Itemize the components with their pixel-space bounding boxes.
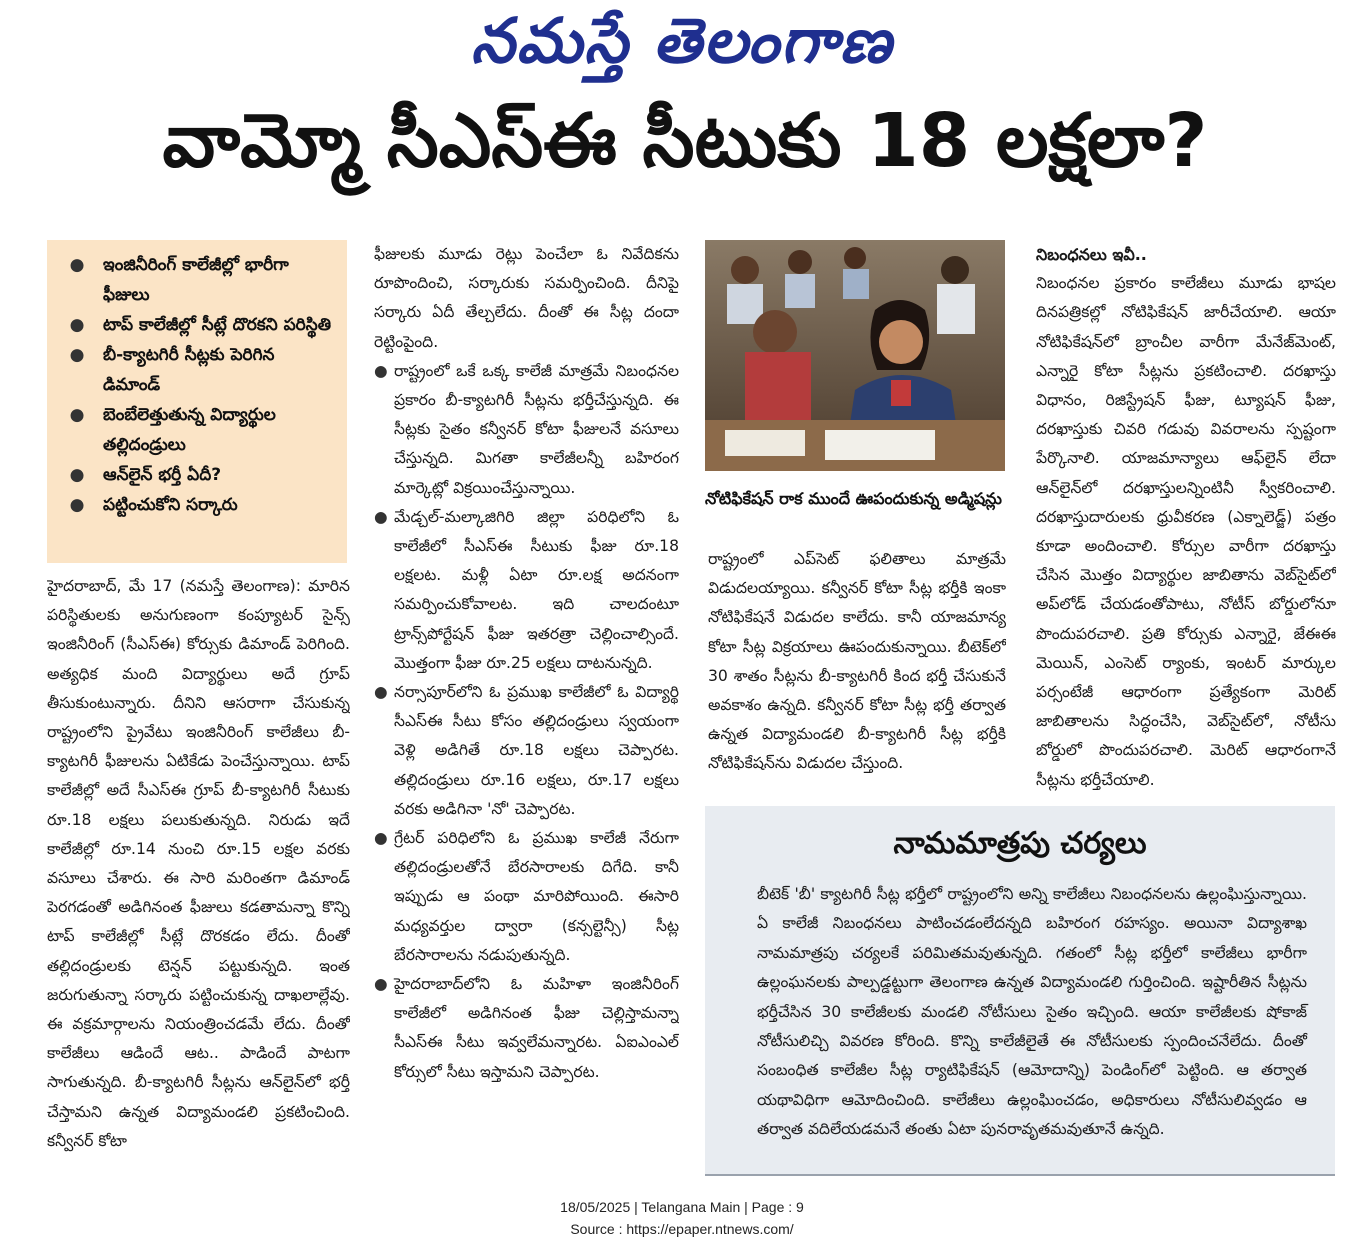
- bullet-paragraph: ● హైదరాబాద్‌లోని ఓ మహిళా ఇంజినీరింగ్ కాలేజీలో అడిగినంత ఫీజు చెల్లిస్తామన్నా సీఎస్ఈ సీటు ఇవ్వలేమన్నారట. ఏఐఎంఎల్ కోర్సులో సీటు ఇస్తామని చెప్పారట.: [374, 970, 679, 1087]
- page-footer: [0, 1196, 1364, 1240]
- bullet-icon: ●: [69, 345, 85, 365]
- highlights-list: [67, 250, 337, 520]
- bullet-icon: ●: [69, 255, 85, 275]
- sidebar-box: [705, 806, 1335, 1176]
- section-subheading: నిబంధనలు ఇవీ..: [1036, 245, 1147, 264]
- article-column-4: [1036, 240, 1336, 795]
- article-column-1: [47, 572, 350, 1177]
- body-text: నిబంధనల ప్రకారం కాలేజీలు మూడు భాషల దినపత్రికల్లో నోటిఫికేషన్ జారీచేయాలి. ఆయా నోటిఫికేషన్‌లో బ్రాంచీల వారీగా మేనేజ్‌మెంట్, ఎన్నారై కోటా సీట్లను ప్రకటించాలి. దరఖాస్తు విధానం, రిజిస్ట్రేషన్ ఫీజు, ట్యూషన్ ఫీజు, దరఖాస్తుకు చివరి గడువు వివరాలను స్పష్టంగా పేర్కొనాలి. యాజమాన్యాలు ఆఫ్‌లైన్ లేదా ఆన్‌లైన్‌లో దరఖాస్తులన్నింటినీ స్వీకరించాలి. దరఖాస్తుదారులకు ధ్రువీకరణ (ఎక్నాలెడ్జ్) పత్రం కూడా అందించాలి. కోర్సుల వారీగా దరఖాస్తు చేసిన మొత్తం విద్యార్థుల జాబితాను వెబ్‌సైట్‌లో అప్‌లోడ్ చేయడంతోపాటు, నోటీస్ బోర్డులోనూ పొందుపరచాలి. ప్రతి కోర్సుకు ఎన్నారై, జేఈఈ మెయిన్, ఎంసెట్ ర్యాంకు, ఇంటర్ మార్కుల పర్సంటేజీ ఆధారంగా ప్రత్యేకంగా మెరిట్ జాబితాలను సిద్ధంచేసి, వెబ్‌సైట్‌లో, నోటీసు బోర్డులో పొందుపరచాలి. మెరిట్ ఆధారంగానే సీట్లను భర్తీచేయాలి.: [1036, 274, 1336, 789]
- bullet-paragraph: ● నర్సాపూర్‌లోని ఓ ప్రముఖ కాలేజీలో ఓ విద్యార్థి సీఎస్ఈ సీటు కోసం తల్లిదండ్రులు స్వయంగా వెళ్లి అడిగితే రూ.18 లక్షలు చెప్పారట. తల్లిదండ్రులు రూ.16 లక్షలు, రూ.17 లక్షలు వరకు అడిగినా 'నో' చెప్పారట.: [374, 678, 679, 824]
- box-title: నామమాత్రపు చర్యలు: [893, 826, 1147, 861]
- highlights-box: [47, 240, 347, 563]
- box-body-text: బీటెక్ 'బీ' క్యాటగిరీ సీట్ల భర్తీలో రాష్ట్రంలోని అన్ని కాలేజీలు నిబంధనలను ఉల్లంఘిస్తున్నాయి. ఏ కాలేజీ నిబంధనలు పాటించడంలేదన్నది బహిరంగ రహస్యం. అయినా విద్యాశాఖ నామమాత్రపు చర్యలకే పరిమితమవుతున్నది. గతంలో సీట్ల భర్తీలో కాలేజీలు భారీగా ఉల్లంఘనలకు పాల్పడ్డట్టుగా తెలంగాణ ఉన్నత విద్యామండలి గుర్తించింది. ఇష్టారీతిన సీట్లను భర్తీచేసిన 30 కాలేజీలకు మండలి నోటీసులు సైతం ఇచ్చింది. ఆయా కాలేజీలకు షోకాజ్ నోటీసులిచ్చి వివరణ కోరింది. కొన్ని కాలేజీలైతే ఈ నోటీసులకు స్పందించనేలేదు. దీంతో సంబంధిత కాలేజీల సీట్ల ర్యాటిఫికేషన్ (ఆమోదాన్ని) పెండింగ్‌లో పెట్టింది. ఆ తర్వాత యథావిధిగా ఆమోదించింది. కాలేజీలు ఉల్లంఘించడం, అధికారులు నోటీసులివ్వడం ఆ తర్వాత వదిలేయడమనే తంతు ఏటా పునరావృతమవుతూనే ఉన్నది.: [757, 885, 1307, 1139]
- article-column-2: [374, 240, 679, 1178]
- bullet-icon: ●: [374, 683, 388, 702]
- bullet-paragraph: ● మేడ్చల్-మల్కాజిగిరి జిల్లా పరిధిలోని ఓ కాలేజీలో సీఎస్ఈ సీటుకు ఫీజు రూ.18 లక్షలట. మళ్లీ ఏటా రూ.లక్ష అదనంగా సమర్పించుకోవాలట. ఇది చాలదంటూ ట్రాన్స్‌పోర్టేషన్ ఫీజు ఇతరత్రా చెల్లించాల్సిందే. మొత్తంగా ఫీజు రూ.25 లక్షలు దాటనున్నది.: [374, 503, 679, 678]
- highlight-item: ● బీ-క్యాటగిరీ సీట్లకు పెరిగిన డిమాండ్: [67, 340, 337, 400]
- highlight-item: ● పట్టించుకోని సర్కారు: [67, 490, 337, 520]
- bullet-icon: ●: [69, 465, 85, 485]
- article-column-3: [708, 545, 1006, 790]
- highlight-item: ● బెంబేలెత్తుతున్న విద్యార్థుల తల్లిదండ్రులు: [67, 400, 337, 460]
- bullet-icon: ●: [69, 405, 85, 425]
- students-exam-photo: [705, 240, 1005, 471]
- footer-date-page: 18/05/2025 | Telangana Main | Page : 9: [560, 1199, 804, 1215]
- bullet-icon: ●: [374, 361, 388, 380]
- photo-caption: నోటిఫికేషన్ రాక ముందే ఊపందుకున్న అడ్మిషన్లు: [705, 489, 1002, 508]
- body-text: హైదరాబాద్, మే 17 (నమస్తే తెలంగాణ): మారిన పరిస్థితులకు అనుగుణంగా కంప్యూటర్ సైన్స్ ఇంజినీరింగ్ (సీఎస్ఈ) కోర్సుకు డిమాండ్ పెరిగింది. అత్యధిక మంది విద్యార్థులు అదే గ్రూప్ తీసుకుంటున్నారు. దీనిని ఆసరాగా చేసుకున్న రాష్ట్రంలోని ప్రైవేటు ఇంజినీరింగ్ కాలేజీలు బీ-క్యాటగిరీ ఫీజులను ఏటికేడు పెంచేస్తున్నాయి. టాప్ కాలేజీల్లో అదే సీఎస్ఈ గ్రూప్ బీ-క్యాటగిరీ సీటుకు రూ.18 లక్షలు పలుకుతున్నది. నిరుడు ఇదే కాలేజీల్లో రూ.14 నుంచి రూ.15 లక్షల వరకు వసూలు చేశారు. ఈ సారి మరింతగా డిమాండ్ పెరగడంతో అడిగినంత ఫీజులు కడతామన్నా కొన్ని టాప్ కాలేజీల్లో సీట్లే దొరకడం లేదు. దీంతో తల్లిదండ్రులకు టెన్షన్ పట్టుకున్నది. ఇంత జరుగుతున్నా సర్కారు పట్టించుకున్న దాఖలాల్లేవు. ఈ వక్రమార్గాలను నియంత్రించడమే లేదు. దీంతో కాలేజీలు ఆడిందే ఆట.. పాడిందే పాటగా సాగుతున్నది. బీ-క్యాటగిరీ సీట్లను ఆన్‌లైన్‌లో భర్తీ చేస్తామని ఉన్నత విద్యామండలి ప్రకటించింది. కన్వీనర్ కోటా: [47, 577, 350, 1150]
- body-text: రాష్ట్రంలో ఎప్‌సెట్ ఫలితాలు మాత్రమే విడుదలయ్యాయి. కన్వీనర్ కోటా సీట్ల భర్తీకి ఇంకా నోటిఫికేషనే విడుదల కాలేదు. కానీ యాజమాన్య కోటా సీట్ల విక్రయాలు ఊపందుకున్నాయి. బీటెక్‌లో 30 శాతం సీట్లను బీ-క్యాటగిరీ కింద భర్తీ చేసుకునే అవకాశం ఉన్నది. కన్వీనర్ కోటా సీట్ల భర్తీ తర్వాత ఉన్నత విద్యామండలి బీ-క్యాటగిరీ సీట్ల భర్తీకి నోటిఫికేషన్‌ను విడుదల చేస్తుంది.: [708, 550, 1006, 773]
- body-text: ఫీజులకు మూడు రెట్లు పెంచేలా ఓ నివేదికను రూపొందించి, సర్కారుకు సమర్పించింది. దీనిపై సర్కారు ఏదీ తేల్చలేదు. దీంతో ఈ సీట్ల దందా రెట్టింపైంది.: [374, 245, 679, 351]
- bullet-icon: ●: [374, 975, 388, 994]
- bullet-paragraph: ● గ్రేటర్ పరిధిలోని ఓ ప్రముఖ కాలేజీ నేరుగా తల్లిదండ్రులతోనే బేరసారాలకు దిగేది. కానీ ఇప్పుడు ఆ పంథా మారిపోయింది. ఈసారి మధ్యవర్తుల ద్వారా (కన్సల్టెన్సీ) సీట్ల బేరసారాలను నడుపుతున్నది.: [374, 824, 679, 970]
- headline: వామ్మో సీఎస్ఈ సీటుకు 18 లక్షలా?: [162, 98, 1208, 184]
- bullet-paragraph: ● రాష్ట్రంలో ఒకే ఒక్క కాలేజీ మాత్రమే నిబంధనల ప్రకారం బీ-క్యాటగిరీ సీట్లను భర్తీచేస్తున్నది. ఈ సీట్లకు సైతం కన్వీనర్ కోటా ఫీజులనే వసూలు చేస్తున్నది. మిగతా కాలేజీలన్నీ బహిరంగ మార్కెట్లో విక్రయించేస్తున్నాయి.: [374, 357, 679, 503]
- bullet-icon: ●: [69, 315, 85, 335]
- photo-illustration: [705, 240, 1005, 471]
- bullet-icon: ●: [374, 829, 388, 848]
- highlight-item: ● టాప్ కాలేజీల్లో సీట్లే దొరకని పరిస్థితి: [67, 310, 337, 340]
- footer-source: Source : https://epaper.ntnews.com/: [570, 1221, 794, 1237]
- bullet-icon: ●: [374, 507, 388, 526]
- highlight-item: ● ఆన్‌లైన్ భర్తీ ఏదీ?: [67, 460, 337, 490]
- bullet-icon: ●: [69, 495, 85, 515]
- highlight-item: ● ఇంజినీరింగ్ కాలేజీల్లో భారీగా ఫీజులు: [67, 250, 337, 310]
- newspaper-masthead: నమస్తే తెలంగాణ: [470, 4, 894, 77]
